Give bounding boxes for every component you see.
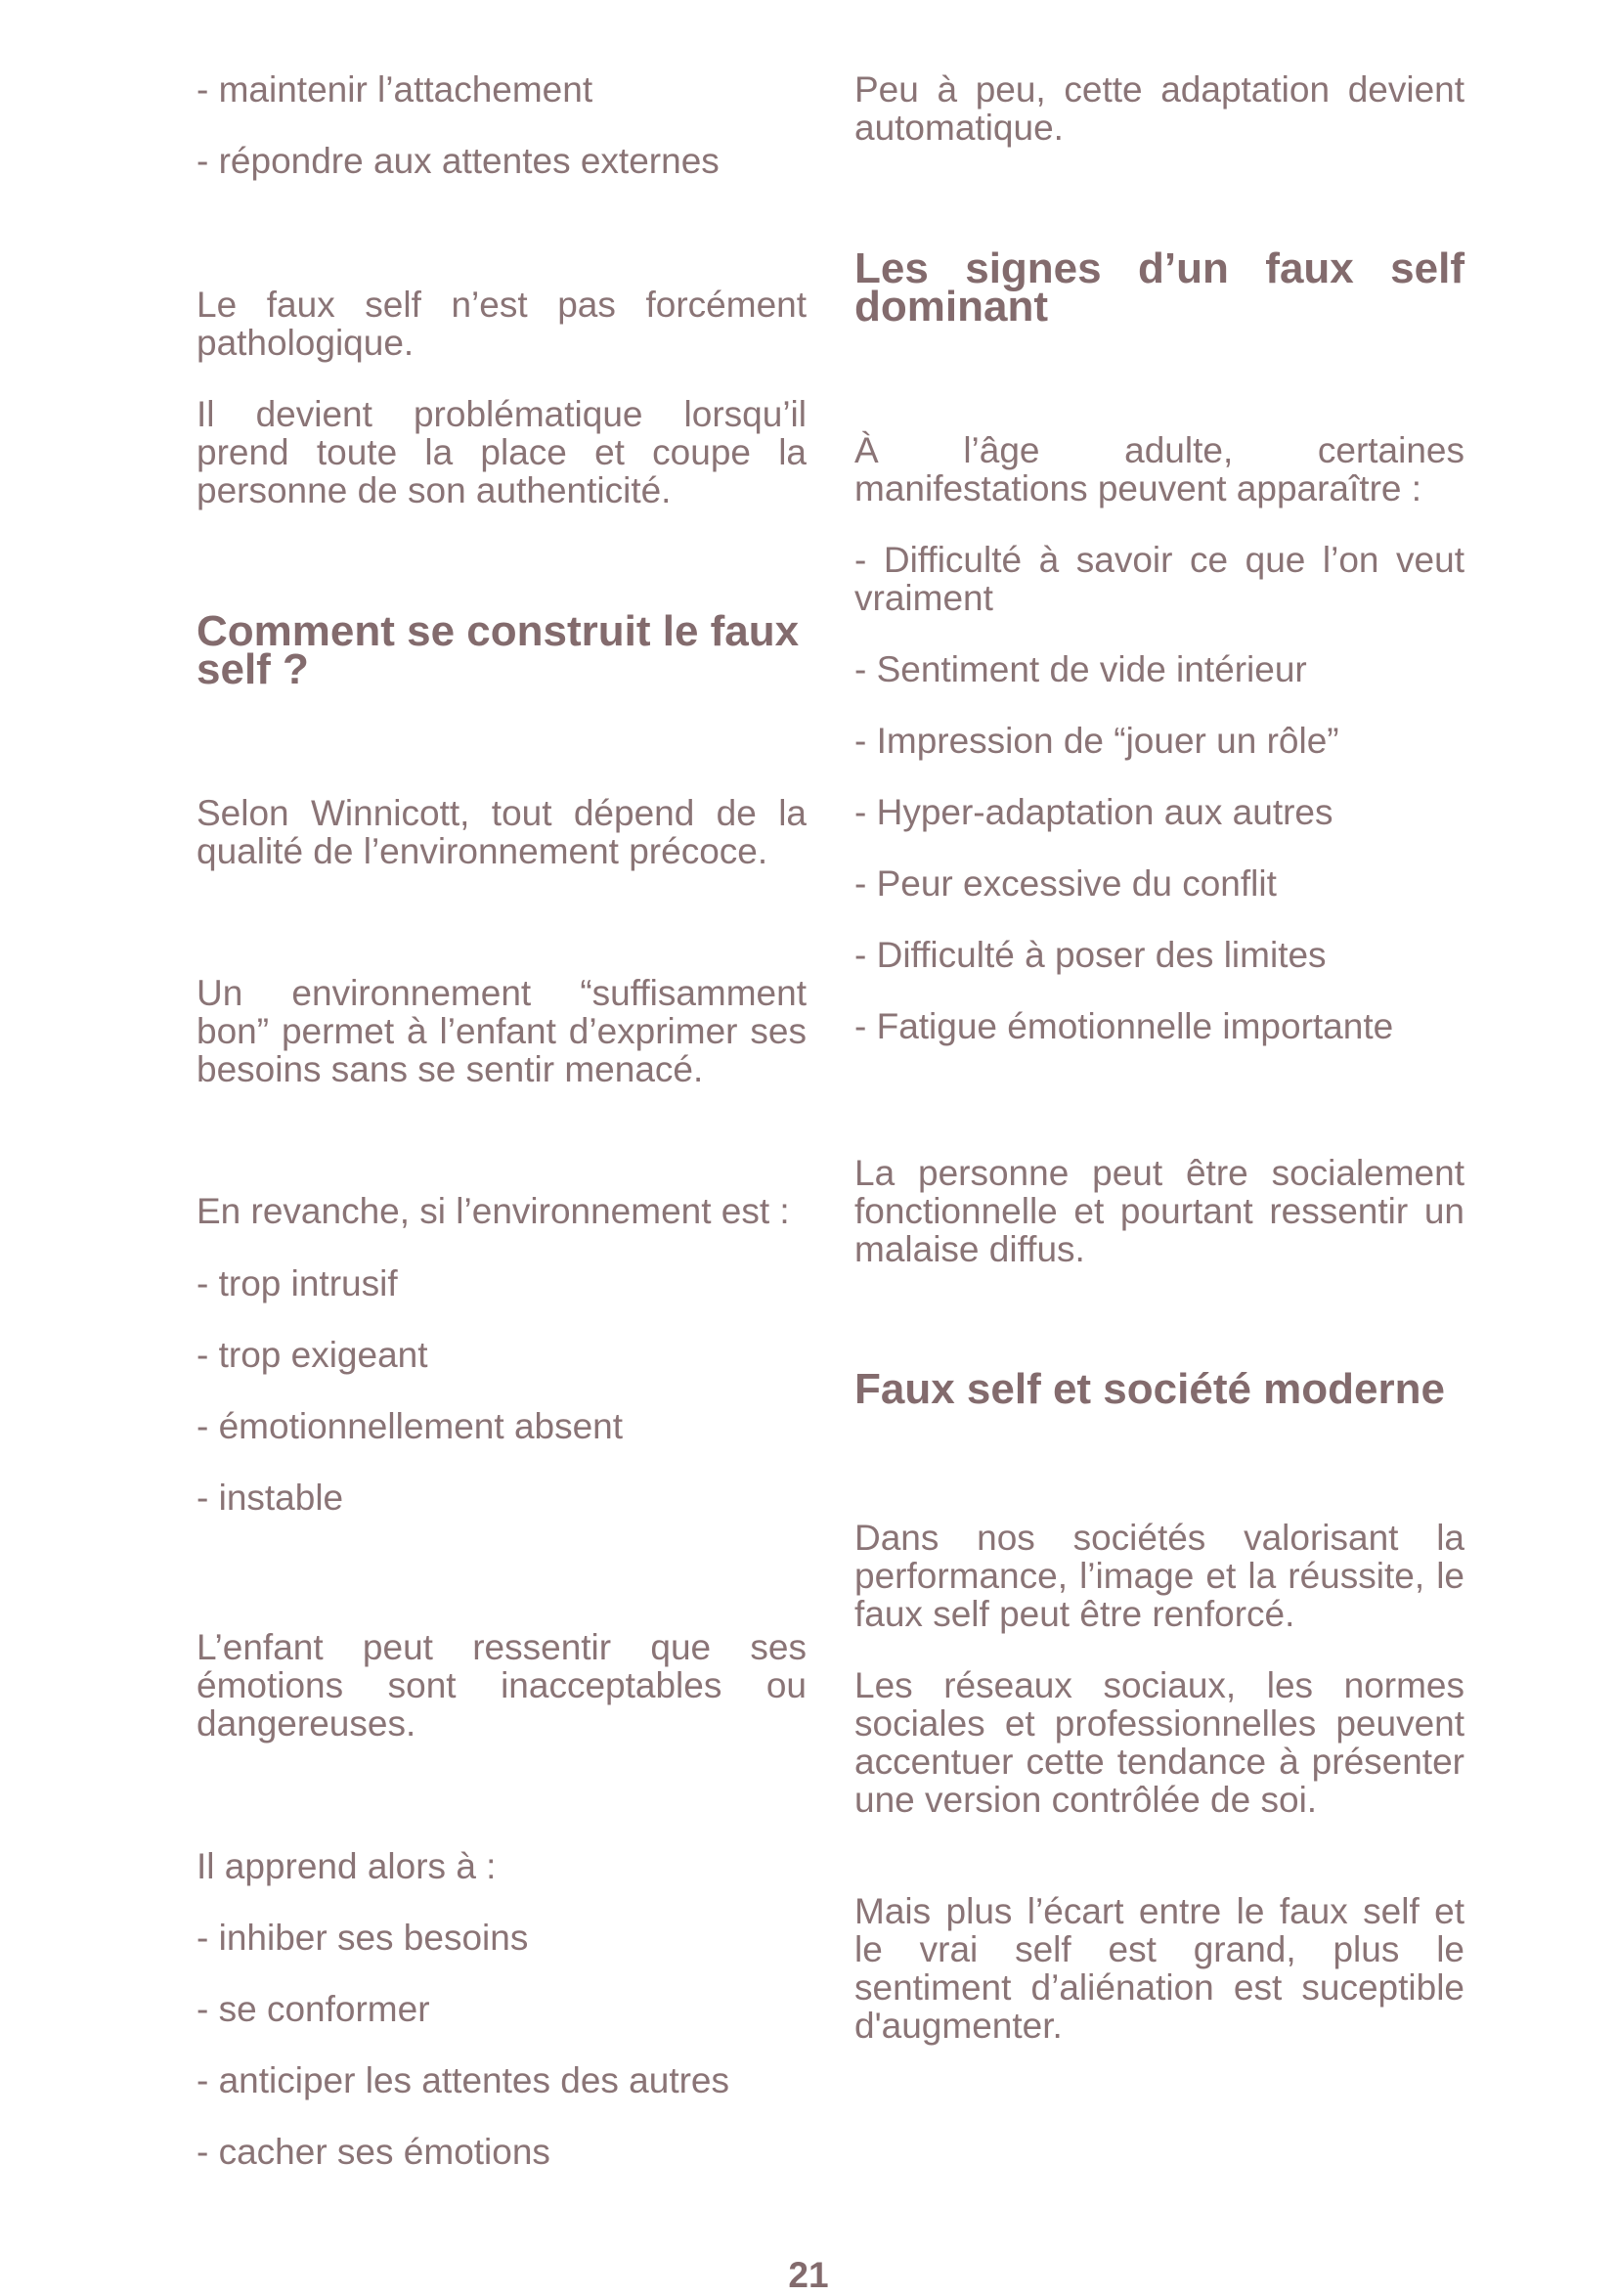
list-item: - Impression de “jouer un rôle” <box>854 721 1339 761</box>
list-item: - se conformer <box>197 1989 430 2029</box>
paragraph: Les réseaux sociaux, les normes sociales et professionnelles peuvent accentuer cette tendance à présenter une version contrôlée de soi. <box>854 1665 1464 1820</box>
section-heading: Comment se construit le faux self ? <box>197 607 800 693</box>
list-item: - Peur excessive du conflit <box>854 863 1277 904</box>
page-number: 21 <box>788 2255 829 2295</box>
section-heading: Les signes d’un faux self dominant <box>854 244 1464 331</box>
paragraph: La personne peut être socialement fonctionnelle et pourtant ressentir un malaise diffus. <box>854 1153 1464 1269</box>
paragraph: À l’âge adulte, certaines manifestations peuvent apparaître : <box>854 430 1464 508</box>
list-item: - maintenir l’attachement <box>197 69 593 110</box>
list-item: - Fatigue émotionnelle importante <box>854 1006 1394 1046</box>
paragraph: Selon Winnicott, tout dépend de la qualité de l’environnement précoce. <box>197 793 807 871</box>
paragraph: Mais plus l’écart entre le faux self et le vrai self est grand, plus le sentiment d’aliénation est suceptible d'augmenter. <box>854 1891 1464 2046</box>
list-item: - Difficulté à poser des limites <box>854 935 1327 975</box>
paragraph: Dans nos sociétés valorisant la performance, l’image et la réussite, le faux self peut être renforcé. <box>854 1518 1464 1634</box>
list-item: - trop intrusif <box>197 1263 398 1303</box>
paragraph: Peu à peu, cette adaptation devient automatique. <box>854 69 1464 148</box>
paragraph: L’enfant peut ressentir que ses émotions sont inacceptables ou dangereuses. <box>197 1627 807 1744</box>
list-item: - cacher ses émotions <box>197 2132 550 2172</box>
paragraph: Le faux self n’est pas forcément pathologique. <box>197 285 807 363</box>
section-heading: Faux self et société moderne <box>854 1365 1445 1413</box>
paragraph: Un environnement “suffisamment bon” permet à l’enfant d’exprimer ses besoins sans se sentir menacé. <box>197 973 807 1089</box>
list-item: - Hyper-adaptation aux autres <box>854 792 1333 832</box>
list-item: - anticiper les attentes des autres <box>197 2060 730 2100</box>
list-item: - répondre aux attentes externes <box>197 141 720 181</box>
paragraph: Il devient problématique lorsqu’il prend toute la place et coupe la personne de son authenticité. <box>197 394 807 510</box>
paragraph: En revanche, si l’environnement est : <box>197 1191 790 1231</box>
list-item: - trop exigeant <box>197 1335 428 1375</box>
list-item: - inhiber ses besoins <box>197 1918 529 1958</box>
list-item: - émotionnellement absent <box>197 1406 624 1446</box>
paragraph: Il apprend alors à : <box>197 1846 497 1886</box>
list-item: - instable <box>197 1478 344 1518</box>
list-item: - Difficulté à savoir ce que l’on veut vraiment <box>854 540 1464 618</box>
list-item: - Sentiment de vide intérieur <box>854 649 1307 689</box>
